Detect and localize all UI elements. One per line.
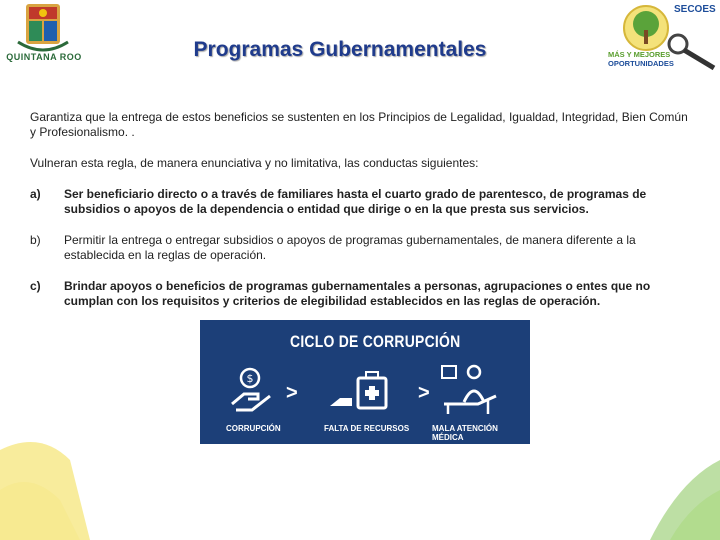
cycle-arrow-2: >: [418, 382, 430, 404]
page-title: Programas Gubernamentales: [193, 38, 487, 61]
secoes-tagline-2: OPORTUNIDADES: [608, 59, 674, 68]
secoes-brand: SECOES: [674, 4, 716, 15]
svg-text:$: $: [246, 372, 254, 385]
infographic-heading: CICLO DE CORRUPCIÓN: [290, 332, 461, 351]
cycle-arrow-1: >: [286, 382, 298, 404]
list-item-letter: c): [30, 279, 41, 293]
step-label-mala-atencion: MALA ATENCIÓN MÉDICA: [432, 424, 498, 442]
list-item-letter: a): [30, 187, 41, 201]
patient-doctor-icon: [438, 362, 502, 418]
step-label-corrupcion: CORRUPCIÓN: [226, 424, 281, 433]
money-hand-icon: [228, 366, 278, 416]
list-item-b: [30, 233, 690, 263]
step-label-falta-recursos: FALTA DE RECURSOS: [324, 424, 410, 433]
medical-kit-icon: [330, 366, 390, 416]
list-item-c: [30, 279, 690, 309]
secoes-tagline-1: MÁS Y MEJORES: [608, 50, 671, 59]
intro-paragraph: Garantiza que la entrega de estos beneficios se sustenten en los Principios de Legalidad, Igualdad, Integridad, Bien Común y Profesionalismo. .: [30, 110, 688, 139]
lead-paragraph: Vulneran esta regla, de manera enunciativa y no limitativa, las conductas siguientes:: [30, 156, 479, 170]
list-item-text: Brindar apoyos o beneficios de programas gubernamentales a personas, agrupaciones o entes que no cumplan con los requisitos y criterios de elegibilidad establecidos en las reglas de operación.: [64, 279, 651, 308]
decorative-background-shapes: [0, 420, 720, 540]
list-item-text: Permitir la entrega o entregar subsidios o apoyos de programas gubernamentales, de manera diferente a la establecida en la reglas de operación.: [64, 233, 636, 262]
main-content: [30, 110, 690, 325]
list-item-letter: b): [30, 233, 41, 247]
list-item-text: Ser beneficiario directo o a través de familiares hasta el cuarto grado de parentesco, de programas de subsidios o apoyos de la dependencia o entidad que dirige o en la que presta sus servicios.: [64, 187, 647, 216]
list-item-a: [30, 187, 690, 217]
quintana-roo-caption: QUINTANA ROO: [6, 52, 82, 62]
secoes-logo: [606, 0, 720, 76]
